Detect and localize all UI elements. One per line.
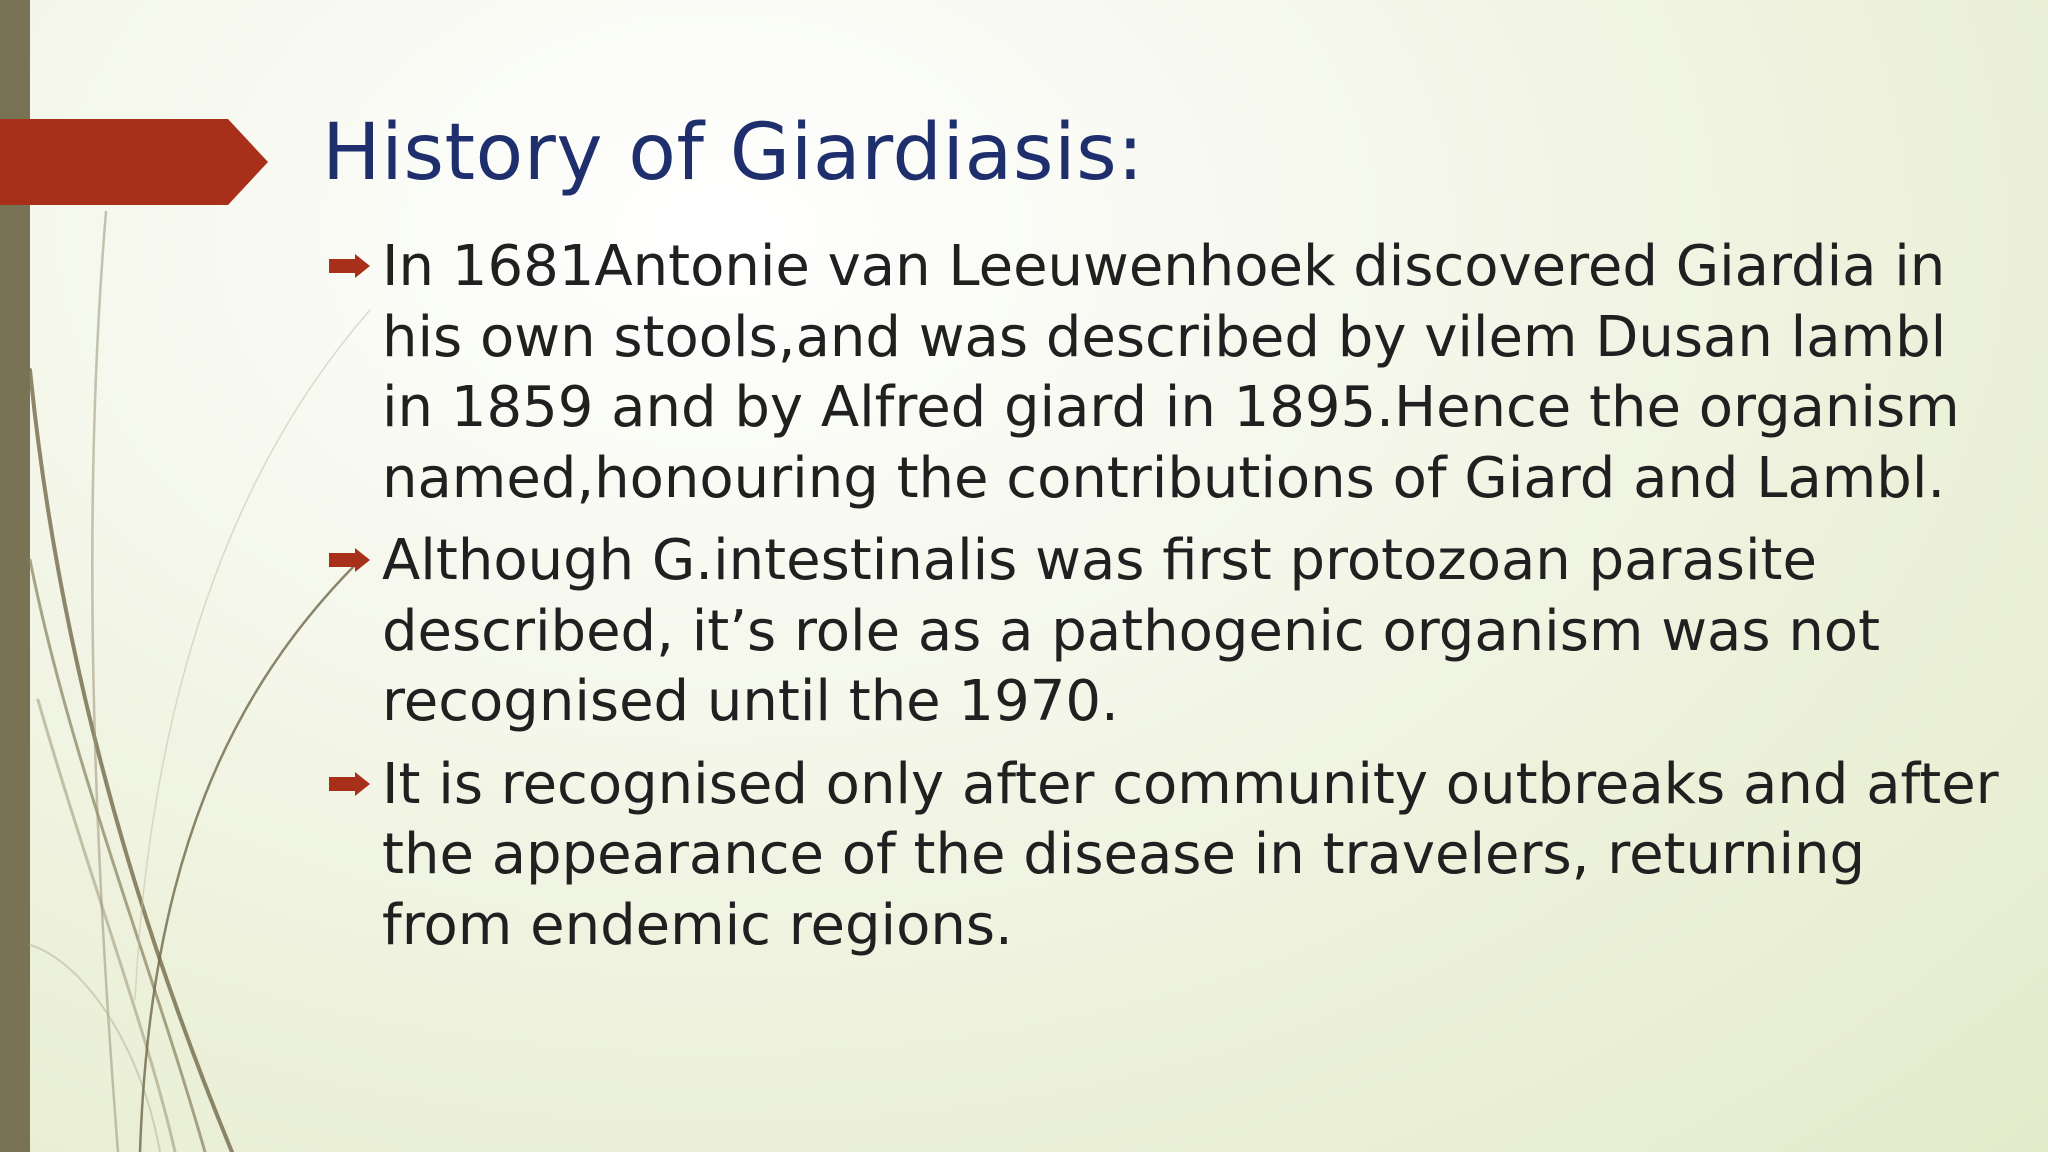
bullet-item bbox=[325, 232, 2005, 514]
arrow-bullet-icon bbox=[329, 772, 371, 796]
title-arrow-banner bbox=[0, 119, 268, 205]
bullet-item bbox=[325, 526, 2005, 738]
bullet-list bbox=[325, 232, 2005, 973]
arrow-bullet-icon bbox=[329, 548, 371, 572]
bullet-text: Although G.intestinalis was first protozoan parasite described, it’s role as a pathogenic organism was not recognised until the 1970. bbox=[382, 528, 1881, 734]
arrow-bullet-icon bbox=[329, 254, 371, 278]
bullet-text: It is recognised only after community outbreaks and after the appearance of the disease in travelers, returning from endemic regions. bbox=[382, 751, 1999, 958]
slide-title: History of Giardiasis: bbox=[322, 108, 1145, 198]
bullet-item bbox=[325, 750, 2005, 962]
bullet-text: In 1681Antonie van Leeuwenhoek discovered Giardia in his own stools,and was described by vilem Dusan lambl in 1859 and by Alfred giard in 1895.Hence the organism named,honouring the contributions of Giard and Lambl. bbox=[382, 234, 1960, 511]
